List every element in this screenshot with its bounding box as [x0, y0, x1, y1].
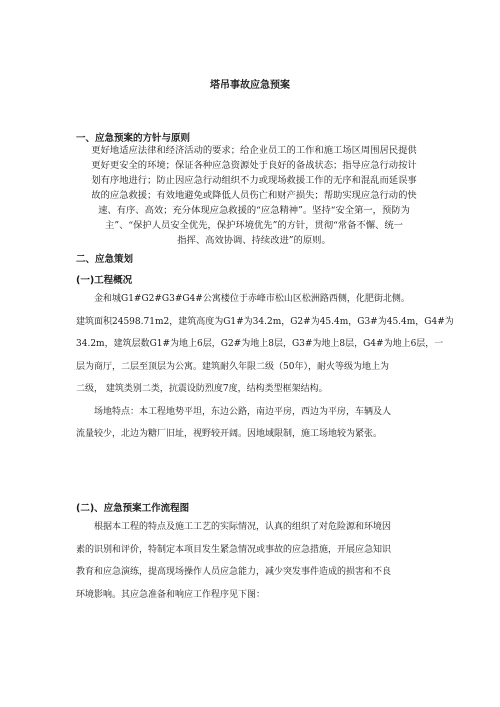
section1-line: 更好更安全的环境；保证各种应急资源处于良好的备战状态；指导应急行动按计 [91, 160, 417, 171]
subsection1-line: 流量较少，北边为糖厂旧址，视野较开阔。因地域限制，施工场地较为紧张。 [76, 429, 383, 439]
subsection1-line: 场地特点：本工程地势平坦，东边公路，南边平房，西边为平房，车辆及人 [94, 406, 392, 417]
section1-line: 指挥、高效协调、持续改进”的原则。 [177, 235, 331, 246]
section1-body [56, 143, 452, 248]
subsection1-line: 层为商厅，二层至顶层为公寓。建筑耐久年限二级（50年），耐火等级为地上为 [76, 361, 389, 372]
section1-line: 更好地适应法律和经济活动的要求；给企业员工的工作和施工场区周围居民提供 [91, 145, 417, 156]
subsection1-line: 建筑面积24598.71m2，建筑高度为G1#为34.2m，G2#为45.4m，G3#为45.4m，G4#为 [76, 316, 454, 327]
subsection2-line: 教育和应急演练，提高现场操作人员应急能力，减少突发事件造成的损害和不良 [76, 567, 392, 577]
subsection1-heading: (一)工程概况 [76, 275, 133, 286]
section2-heading: 二、应急策划 [76, 254, 134, 265]
subsection2-line: 素的识别和评价，特制定本项目发生紧急情况或事故的应急措施，开展应急知识 [76, 544, 392, 555]
section1-line: 划有序地进行；防止因应急行动组织不力或现场救援工作的无序和混乱而延误事 [91, 175, 417, 186]
subsection2-body [76, 516, 426, 606]
section1-line: 故的应急救援；有效地避免或降低人员伤亡和财产损失；帮助实现应急行动的快 [91, 190, 417, 201]
subsection2-line: 根据本工程的特点及施工工艺的实际情况，认真的组织了对危险源和环境因 [94, 522, 392, 532]
subsection1-line: 金和城G1#G2#G3#G4#公寓楼位于赤峰市松山区松洲路西侧，化肥街北侧。 [94, 294, 410, 304]
section1-line: 主”、“保护人员安全优先，保护环境优先”的方针，贯彻“常备不懈、统一 [105, 220, 403, 231]
subsection2-heading: (二)、应急预案工作流程图 [76, 503, 190, 514]
subsection1-body [76, 288, 454, 446]
section1-line: 速、有序、高效；充分体现应急救援的“应急精神”。坚持“安全第一，预防为 [98, 205, 410, 216]
subsection1-line: 二级， 建筑类别二类，抗震设防烈度7度，结构类型框架结构。 [76, 384, 328, 394]
subsection2-line: 环境影响。其应急准备和响应工作程序见下图： [76, 589, 266, 600]
subsection1-line: 34.2m，建筑层数G1#为地上6层，G2#为地上8层，G3#为地上8层，G4#为地上6层，一 [76, 339, 444, 349]
document-title: 塔吊事故应急预案 [210, 80, 290, 91]
section1-heading: 一、应急预案的方针与原则 [76, 133, 191, 144]
